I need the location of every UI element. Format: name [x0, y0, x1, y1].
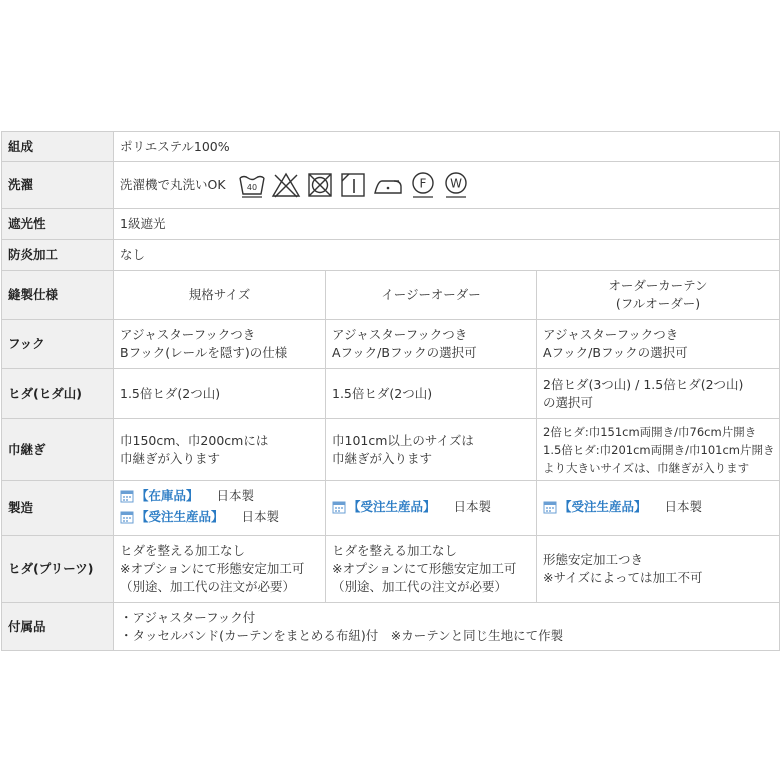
stock-badge: 【在庫品】	[136, 488, 199, 503]
row-header-sewing: 縫製仕様	[2, 271, 114, 320]
manufacture-entry	[543, 498, 702, 516]
hook-col2-line: アジャスターフックつき	[332, 327, 468, 342]
pleats-col1-line: （別途、加工代の注文が必要）	[120, 579, 296, 594]
calendar-icon	[120, 489, 134, 503]
wet-clean-w-icon	[442, 171, 470, 199]
made-in-label: 日本製	[453, 498, 492, 514]
pleat-count-col2: 1.5倍ヒダ(2つ山)	[326, 369, 537, 419]
seam-col2	[326, 419, 537, 481]
accessories-cell	[114, 603, 780, 651]
pleat-count-col3-line: 2倍ヒダ(3つ山) / 1.5倍ヒダ(2つ山)	[543, 376, 744, 392]
no-bleach-icon	[271, 171, 301, 199]
pleats-col1-line: ※オプションにて形態安定加工可	[120, 561, 305, 576]
hook-col1-line: Bフック(レールを隠す)の仕様	[120, 345, 288, 360]
no-tumble-dry-icon	[306, 171, 334, 199]
seam-col3-line: 1.5倍ヒダ:巾201cm両開き/巾101cm片開き	[543, 442, 775, 457]
sewing-col-easy-order: イージーオーダー	[326, 271, 537, 320]
row-manufacture	[2, 481, 780, 536]
made-in-label: 日本製	[216, 488, 255, 503]
pleats-col1	[114, 536, 326, 603]
seam-col1-line: 巾150cm、巾200cmには	[120, 432, 269, 448]
seam-col3-line: 2倍ヒダ:巾151cm両開き/巾76cm片開き	[543, 424, 757, 439]
row-pleats	[2, 536, 780, 603]
pleats-col3	[537, 536, 780, 603]
pleat-count-col3-line: の選択可	[543, 394, 594, 410]
pleat-count-col1: 1.5倍ヒダ(2つ山)	[114, 369, 326, 419]
manufacture-entry	[332, 498, 491, 516]
iron-low-icon	[372, 171, 404, 199]
blackout-value: 1級遮光	[114, 209, 780, 240]
pleats-col1-line: ヒダを整える加工なし	[120, 543, 246, 558]
row-header-fireproof: 防炎加工	[2, 240, 114, 271]
full-order-subtitle: (フルオーダー)	[615, 296, 701, 311]
row-accessories	[2, 603, 780, 651]
fireproof-value: なし	[114, 240, 780, 271]
row-washing	[2, 162, 780, 209]
dry-clean-f-icon	[409, 171, 437, 199]
hook-col3-line: アジャスターフックつき	[543, 327, 679, 342]
dry-clean-letter: F	[419, 176, 426, 191]
accessory-line: ・アジャスターフック付	[120, 609, 256, 625]
seam-col3	[537, 419, 780, 481]
sewing-col-standard: 規格サイズ	[114, 271, 326, 320]
seam-col3-line: より大きいサイズは、巾継ぎが入ります	[543, 460, 750, 475]
wash-40-icon	[238, 171, 266, 199]
seam-col2-line: 巾101cm以上のサイズは	[332, 432, 474, 448]
spec-table	[1, 131, 780, 651]
row-header-hook: フック	[2, 320, 114, 369]
row-header-manufacture: 製造	[2, 481, 114, 536]
row-header-washing: 洗濯	[2, 162, 114, 209]
seam-col1-line: 巾継ぎが入ります	[120, 450, 221, 466]
pleats-col2-line: ヒダを整える加工なし	[332, 543, 458, 558]
calendar-icon	[120, 510, 134, 524]
wash-temp-label: 40	[246, 183, 257, 192]
calendar-icon	[332, 500, 346, 514]
row-sewing	[2, 271, 780, 320]
row-fireproof	[2, 240, 780, 271]
seam-col1	[114, 419, 326, 481]
row-hook	[2, 320, 780, 369]
row-blackout	[2, 209, 780, 240]
manufacture-col3	[537, 481, 780, 536]
line-dry-shade-icon	[339, 171, 367, 199]
care-icons	[238, 171, 470, 199]
seam-col2-line: 巾継ぎが入ります	[332, 450, 433, 466]
row-header-pleat-count: ヒダ(ヒダ山)	[2, 369, 114, 419]
row-composition	[2, 132, 780, 162]
pleats-col2-line: （別途、加工代の注文が必要）	[332, 579, 508, 594]
pleats-col2-line: ※オプションにて形態安定加工可	[332, 561, 517, 576]
composition-value: ポリエステル100%	[114, 132, 780, 162]
row-header-composition: 組成	[2, 132, 114, 162]
row-seam	[2, 419, 780, 481]
row-pleat-count	[2, 369, 780, 419]
hook-col3-line: Aフック/Bフックの選択可	[543, 345, 688, 360]
hook-col2	[326, 320, 537, 369]
made-in-label: 日本製	[241, 509, 280, 524]
wet-clean-letter: W	[449, 176, 462, 191]
row-header-seam: 巾継ぎ	[2, 419, 114, 481]
hook-col3	[537, 320, 780, 369]
manufacture-entry	[120, 508, 279, 526]
row-header-accessories: 付属品	[2, 603, 114, 651]
hook-col1	[114, 320, 326, 369]
accessory-line: ・タッセルバンド(カーテンをまとめる布紐)付 ※カーテンと同じ生地にて作製	[120, 627, 564, 643]
sewing-col-full-order	[537, 271, 780, 320]
made-in-label: 日本製	[664, 498, 703, 514]
hook-col2-line: Aフック/Bフックの選択可	[332, 345, 477, 360]
pleat-count-col3	[537, 369, 780, 419]
washing-value: 洗濯機で丸洗いOK	[120, 177, 226, 192]
manufacture-col1	[114, 481, 326, 536]
made-to-order-badge: 【受注生産品】	[348, 498, 436, 514]
hook-col1-line: アジャスターフックつき	[120, 327, 256, 342]
manufacture-col2	[326, 481, 537, 536]
pleats-col3-line: 形態安定加工つき	[543, 552, 644, 567]
washing-cell	[114, 162, 780, 209]
made-to-order-badge: 【受注生産品】	[559, 498, 647, 514]
manufacture-entry	[120, 487, 254, 505]
row-header-blackout: 遮光性	[2, 209, 114, 240]
pleats-col2	[326, 536, 537, 603]
pleats-col3-line: ※サイズによっては加工不可	[543, 570, 703, 585]
row-header-pleats: ヒダ(プリーツ)	[2, 536, 114, 603]
made-to-order-badge: 【受注生産品】	[136, 509, 224, 524]
full-order-title: オーダーカーテン	[608, 278, 708, 293]
calendar-icon	[543, 500, 557, 514]
